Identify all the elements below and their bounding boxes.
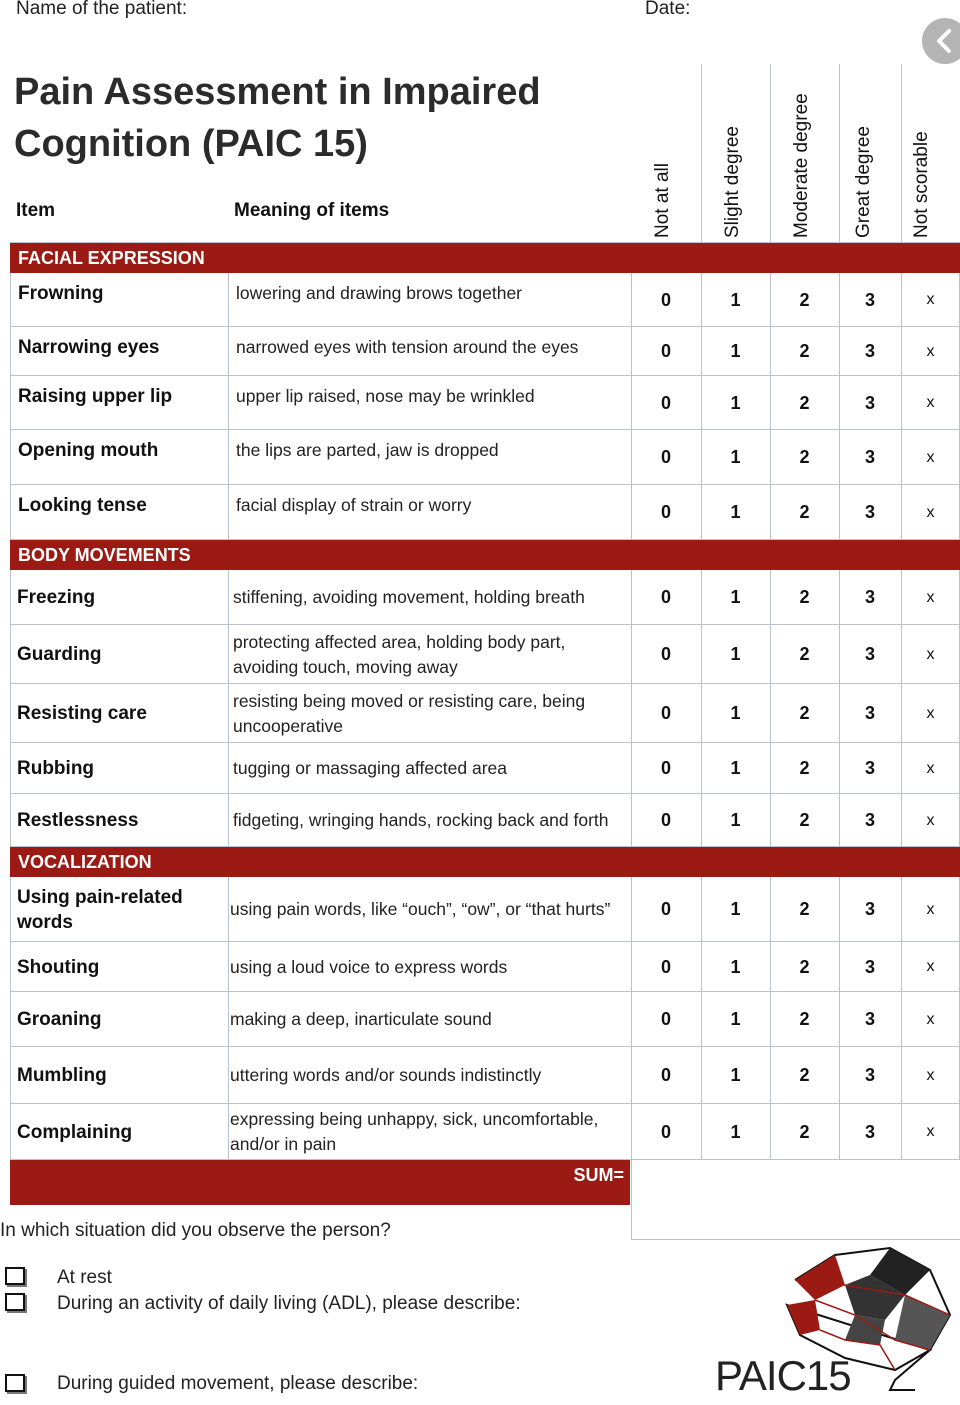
score-option[interactable]: 2 <box>799 956 810 977</box>
item-label: Narrowing eyes <box>18 337 160 358</box>
score-option[interactable]: 3 <box>864 1065 875 1085</box>
score-option[interactable]: 1 <box>730 502 741 522</box>
score-option[interactable]: 3 <box>864 341 875 361</box>
score-option[interactable]: 3 <box>864 447 875 467</box>
option-adl: During an activity of daily living (ADL), please describe: <box>57 1293 521 1314</box>
logo-text <box>715 1352 851 1400</box>
score-option[interactable]: 3 <box>864 956 875 977</box>
title-line-2: Cognition (PAIC 15) <box>14 123 368 165</box>
item-label: Looking tense <box>18 495 147 516</box>
col-slight-degree: Slight degree <box>722 126 743 238</box>
score-option[interactable]: 1 <box>730 703 741 723</box>
score-option[interactable]: 0 <box>660 956 671 977</box>
score-option[interactable]: 0 <box>660 810 671 830</box>
score-option[interactable]: 2 <box>799 899 810 919</box>
score-option[interactable]: 0 <box>660 703 671 723</box>
score-option[interactable]: 2 <box>799 289 810 310</box>
item-meaning: tugging or massaging affected area <box>233 758 508 778</box>
score-option[interactable]: 3 <box>864 1121 875 1142</box>
title-line-1: Pain Assessment in Impaired <box>14 71 541 113</box>
checkbox-guided-movement[interactable] <box>5 1374 25 1392</box>
score-option[interactable]: 0 <box>660 758 671 778</box>
item-meaning: using a loud voice to express words <box>230 956 508 977</box>
item-column-header: Item <box>16 200 56 221</box>
item-label: Rubbing <box>17 758 95 779</box>
score-option[interactable]: 0 <box>660 644 671 664</box>
score-not-scorable[interactable]: x <box>926 342 935 360</box>
score-not-scorable[interactable]: x <box>926 759 935 777</box>
score-option[interactable]: 2 <box>799 703 810 723</box>
col-great-degree: Great degree <box>853 126 874 238</box>
item-meaning: using pain words, like “ouch”, “ow”, or “that hurts” <box>230 899 611 919</box>
item-meaning: narrowed eyes with tension around the eyes <box>236 337 579 357</box>
score-option[interactable]: 0 <box>660 899 671 919</box>
score-option[interactable]: 0 <box>660 392 671 413</box>
situation-question: In which situation did you observe the person? <box>0 1220 391 1241</box>
item-label: Complaining <box>17 1121 133 1143</box>
score-option[interactable]: 1 <box>730 1009 741 1029</box>
score-option[interactable]: 2 <box>799 1009 810 1029</box>
item-meaning: upper lip raised, nose may be wrinkled <box>236 386 535 406</box>
score-option[interactable]: 2 <box>799 1121 810 1142</box>
page-title <box>14 66 541 170</box>
item-meaning: making a deep, inarticulate sound <box>230 1009 492 1029</box>
patient-name-label: Name of the patient: <box>16 0 188 19</box>
score-option[interactable]: 1 <box>730 447 741 467</box>
paic15-logo <box>715 1240 960 1400</box>
score-option[interactable]: 2 <box>799 1065 810 1085</box>
item-label: Using pain-related words <box>17 886 183 933</box>
score-option[interactable]: 1 <box>730 644 741 664</box>
score-option[interactable]: 0 <box>660 1065 671 1085</box>
option-guided-movement: During guided movement, please describe: <box>57 1373 419 1394</box>
score-option[interactable]: 2 <box>799 447 810 467</box>
score-option[interactable]: 3 <box>864 587 875 607</box>
checkbox-adl[interactable] <box>5 1293 25 1311</box>
option-at-rest: At rest <box>57 1267 112 1288</box>
logo-label: PAIC15 <box>715 1352 851 1399</box>
item-label: Resisting care <box>17 703 147 724</box>
score-not-scorable[interactable]: x <box>926 811 935 829</box>
item-meaning: stiffening, avoiding movement, holding breath <box>233 587 585 607</box>
item-meaning: lowering and drawing brows together <box>236 283 522 303</box>
score-option[interactable]: 3 <box>864 502 875 522</box>
score-option[interactable]: 1 <box>730 587 741 607</box>
item-label: Mumbling <box>17 1065 107 1086</box>
date-label: Date: <box>645 0 691 19</box>
item-label: Raising upper lip <box>18 386 173 407</box>
score-option[interactable]: 2 <box>799 341 810 361</box>
item-label: Guarding <box>17 644 102 665</box>
item-label: Freezing <box>17 587 96 608</box>
score-option[interactable]: 0 <box>660 289 671 310</box>
item-meaning: protecting affected area, holding body part, avoiding touch, moving away <box>233 631 566 677</box>
score-not-scorable[interactable]: x <box>926 1010 935 1028</box>
item-label: Restlessness <box>17 810 139 831</box>
score-option[interactable]: 1 <box>730 758 741 778</box>
score-not-scorable[interactable]: x <box>926 1066 935 1084</box>
score-option[interactable]: 1 <box>730 899 741 919</box>
score-option[interactable]: 3 <box>864 392 875 413</box>
col-not-scorable: Not scorable <box>911 131 932 238</box>
score-option[interactable]: 3 <box>864 703 875 723</box>
score-option[interactable]: 3 <box>864 810 875 830</box>
score-option[interactable]: 2 <box>799 758 810 778</box>
sum-label: SUM= <box>573 1165 624 1185</box>
item-label: Shouting <box>17 956 100 978</box>
score-option[interactable]: 1 <box>730 1121 741 1142</box>
sum-row <box>10 1160 630 1205</box>
checkbox-at-rest[interactable] <box>5 1267 25 1285</box>
score-not-scorable[interactable]: x <box>926 448 935 466</box>
item-meaning: fidgeting, wringing hands, rocking back and forth <box>233 810 609 830</box>
section-header: FACIAL EXPRESSION <box>10 243 960 273</box>
score-option[interactable]: 3 <box>864 899 875 919</box>
score-not-scorable[interactable]: x <box>926 291 935 308</box>
score-option[interactable]: 1 <box>730 341 741 361</box>
score-not-scorable[interactable]: x <box>926 1123 935 1140</box>
item-meaning: facial display of strain or worry <box>236 495 472 515</box>
score-option[interactable]: 1 <box>730 956 741 977</box>
section-header: BODY MOVEMENTS <box>10 540 960 570</box>
score-option[interactable]: 0 <box>660 587 671 607</box>
col-moderate-degree: Moderate degree <box>791 93 812 238</box>
meaning-column-header: Meaning of items <box>234 200 390 221</box>
score-not-scorable[interactable]: x <box>926 645 935 663</box>
col-not-at-all: Not at all <box>652 163 673 238</box>
score-not-scorable[interactable]: x <box>926 900 935 918</box>
score-not-scorable[interactable]: x <box>926 958 935 975</box>
score-option[interactable]: 0 <box>660 447 671 467</box>
score-option[interactable]: 3 <box>864 758 875 778</box>
score-option[interactable]: 0 <box>660 1121 671 1142</box>
score-option[interactable]: 1 <box>730 289 741 310</box>
score-option[interactable]: 3 <box>864 644 875 664</box>
back-button[interactable] <box>922 18 960 64</box>
score-not-scorable[interactable]: x <box>926 704 935 722</box>
score-option[interactable]: 0 <box>660 341 671 361</box>
score-option[interactable]: 1 <box>730 810 741 830</box>
score-option[interactable]: 2 <box>799 644 810 664</box>
score-option[interactable]: 1 <box>730 392 741 413</box>
score-option[interactable]: 3 <box>864 289 875 310</box>
chevron-left-icon <box>922 18 960 64</box>
score-option[interactable]: 0 <box>660 1009 671 1029</box>
score-option[interactable]: 1 <box>730 1065 741 1085</box>
item-meaning: resisting being moved or resisting care, being uncooperative <box>233 690 586 736</box>
score-option[interactable]: 2 <box>799 810 810 830</box>
score-option[interactable]: 3 <box>864 1009 875 1029</box>
score-option[interactable]: 0 <box>660 502 671 522</box>
score-not-scorable[interactable]: x <box>926 394 935 411</box>
score-option[interactable]: 2 <box>799 392 810 413</box>
item-meaning: the lips are parted, jaw is dropped <box>236 440 499 460</box>
item-label: Groaning <box>17 1009 102 1030</box>
item-label: Frowning <box>18 283 104 304</box>
score-not-scorable[interactable]: x <box>926 588 935 606</box>
section-header: VOCALIZATION <box>10 847 960 877</box>
item-meaning: expressing being unhappy, sick, uncomfortable, and/or in pain <box>230 1109 599 1154</box>
item-label: Opening mouth <box>18 440 159 461</box>
item-meaning: uttering words and/or sounds indistinctly <box>230 1065 542 1085</box>
score-option[interactable]: 2 <box>799 587 810 607</box>
score-not-scorable[interactable]: x <box>926 503 935 521</box>
score-option[interactable]: 2 <box>799 502 810 522</box>
